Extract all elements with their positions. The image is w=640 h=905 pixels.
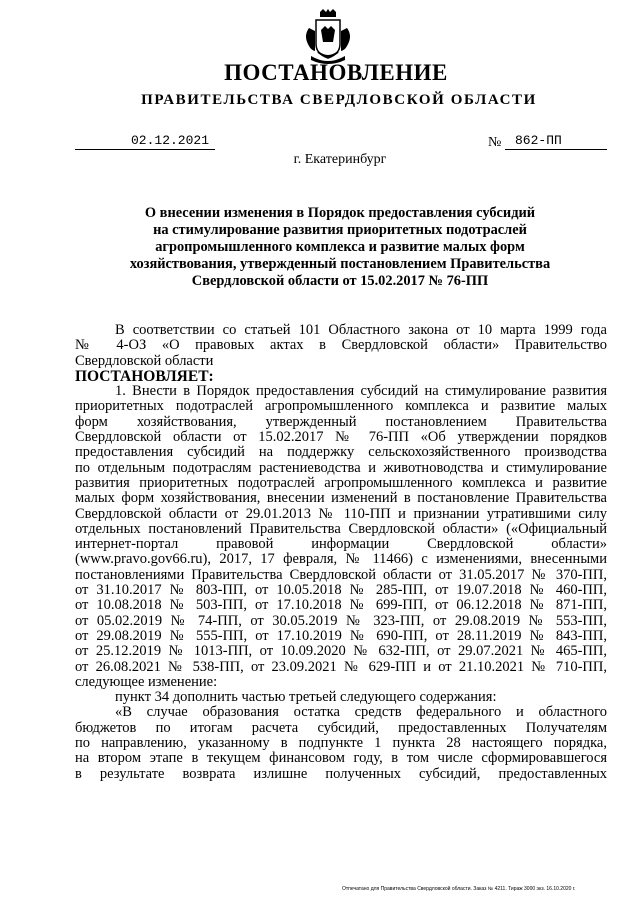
body-line: от 31.10.2017 № 803-ПП, от 10.05.2018 № 285-ПП, от 19.07.2018 № 460-ПП, [75,582,607,599]
subject-line: на стимулирование развития приоритетных подотраслей [153,222,527,238]
body-line: отдельных постановлений Правительства Свердловской области» («Официальный [75,520,607,537]
body-line: № 4-ОЗ «О правовых актах в Свердловской области» Правительство [75,337,607,354]
body-line: Свердловской области [75,352,214,369]
body-line: постановлениями Правительства Свердловской области от 31.05.2017 № 370-ПП, [75,566,607,583]
body-line: форм хозяйствования, утвержденный постановлением Правительства [75,413,607,430]
body-line: от 26.08.2021 № 538-ПП, от 23.09.2021 № 629-ПП и от 21.10.2021 № 710-ПП, [75,658,607,675]
body-line: от 05.02.2019 № 74-ПП, от 30.05.2019 № 323-ПП, от 29.08.2019 № 553-ПП, [75,612,607,629]
print-imprint: Отпечатано для Правительства Свердловской области. Заказ № 4211. Тираж 3000 экз. 16.10.2020 г. [342,886,576,892]
body-line: Свердловской области от 15.02.2017 № 76-ПП «Об утверждении порядков [75,429,607,446]
document-body [75,323,607,782]
body-line: от 25.12.2019 № 1013-ПП, от 10.09.2020 № 632-ПП, от 29.07.2021 № 465-ПП, [75,643,607,660]
document-subject [100,205,580,290]
body-line: следующее изменение: [75,673,218,690]
body-line: от 29.08.2019 № 555-ПП, от 17.10.2019 № 690-ПП, от 28.11.2019 № 843-ПП, [75,627,607,644]
subject-line: хозяйствования, утвержденный постановлением Правительства [129,256,551,272]
body-line: пункт 34 дополнить частью третьей следующего содержания: [115,689,497,706]
coat-of-arms-icon [303,8,353,66]
city: г. Екатеринбург [293,152,387,167]
body-line: (www.pravo.gov66.ru), 2017, 17 февраля, № 11466) с изменениями, внесенными [75,551,607,568]
subject-line: О внесении изменения в Порядок предоставления субсидий [144,205,536,221]
body-line: от 10.08.2018 № 503-ПП, от 17.10.2018 № 699-ПП, от 06.12.2018 № 871-ПП, [75,597,607,614]
body-line: бюджетов по итогам расчета субсидий, предоставленных Получателям [75,719,607,736]
body-line: интернет-портал правовой информации Свердловской области» [75,536,607,553]
body-line: по направлению, указанному в подпункте 1 пункта 28 настоящего порядка, [75,735,607,752]
document-date: 02.12.2021 [75,134,215,150]
body-line: на втором этапе в текущем финансовом году, в том числе сформировавшегося [75,750,607,767]
resolves-heading: ПОСТАНОВЛЯЕТ: [75,367,214,385]
subject-line: агропромышленного комплекса и развитие малых форм [155,239,525,255]
body-line: развития приоритетных подотраслей агропромышленного комплекса и развитие [75,474,607,491]
body-line: в результате возврата излишне полученных субсидий, предоставленных [75,765,607,782]
document-title: ПОСТАНОВЛЕНИЕ [224,60,448,85]
body-line: В соответствии со статьей 101 Областного закона от 10 марта 1999 года [115,322,607,338]
body-line: по отдельным подотраслям растениеводства и животноводства и стимулирование [75,459,607,476]
body-line: предоставления субсидий на поддержку сельскохозяйственного производства [75,444,607,461]
issuing-authority: ПРАВИТЕЛЬСТВА СВЕРДЛОВСКОЙ ОБЛАСТИ [141,92,537,108]
body-line: 1. Внести в Порядок предоставления субсидий на стимулирование развития [115,383,607,400]
body-line: малых форм хозяйствования, внесении изменений в постановление Правительства [75,490,607,507]
number-sign: № [488,135,502,150]
document-number: 862-ПП [505,134,607,150]
body-line: «В случае образования остатка средств федерального и областного [115,704,607,721]
body-line: приоритетных подотраслей агропромышленного комплекса и развитие малых [75,398,607,415]
subject-line: Свердловской области от 15.02.2017 № 76-ПП [191,273,489,289]
body-line: Свердловской области от 29.01.2013 № 110-ПП и признании утратившими силу [75,505,607,522]
